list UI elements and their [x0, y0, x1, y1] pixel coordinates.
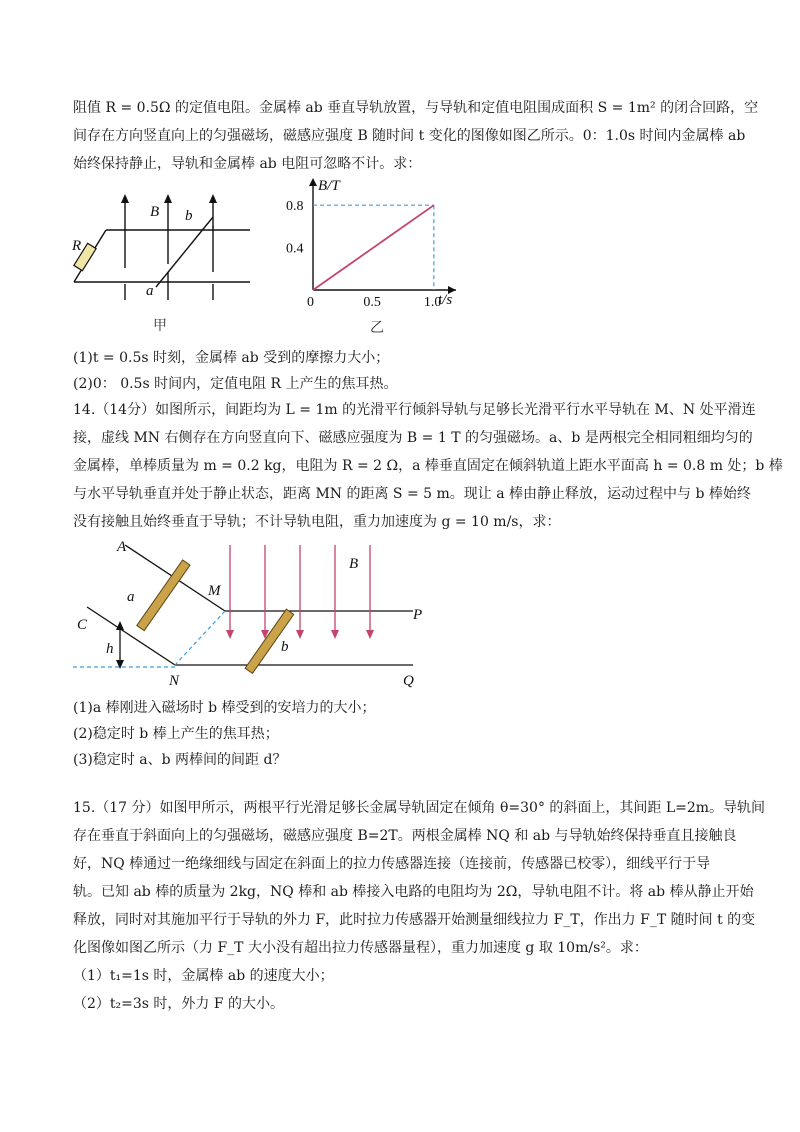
y-axis-label: B/T	[318, 178, 340, 194]
q14-text-line-2: 接，虚线 MN 右侧存在方向竖直向下、磁感应强度为 B = 1 T 的匀强磁场。a、b 是两根完全相同粗细均匀的	[73, 430, 753, 446]
q15-text-line-2: 存在垂直于斜面向上的匀强磁场，磁感应强度 B=2T。两根金属棒 NQ 和 ab 与导轨始终保持垂直且接触良	[73, 828, 737, 844]
x-axis-label: t/s	[438, 292, 453, 308]
q15-text-line-6: 化图像如图乙所示（力 F_T 大小没有超出拉力传感器量程），重力加速度 g 取 10m/s²。求：	[73, 940, 648, 956]
q13-question-1: (1)t = 0.5s 时刻，金属棒 ab 受到的摩擦力大小；	[73, 350, 390, 366]
label-point-p: P	[413, 607, 423, 623]
q14-question-1: (1)a 棒刚进入磁场时 b 棒受到的安培力的大小；	[73, 700, 376, 716]
series-line-0	[313, 205, 434, 290]
q14-question-3: (3)稳定时 a、b 两棒间的间距 d？	[73, 752, 287, 768]
q15-question-2: （2）t₂=3s 时，外力 F 的大小。	[73, 996, 285, 1012]
x-tick-0-5: 0.5	[363, 295, 381, 310]
q13-text-line-1: 阻值 R = 0.5Ω 的定值电阻。金属棒 ab 垂直导轨放置，与导轨和定值电阻围成面积 S = 1m² 的闭合回路，空	[73, 100, 759, 116]
label-rod-a: a	[127, 589, 135, 605]
label-b-field: B	[150, 204, 160, 220]
q14-text-line-3: 金属棒，单棒质量为 m = 0.2 kg，电阻为 R = 2 Ω，a 棒垂直固定在倾斜轨道上距水平面高 h = 0.8 m 处；b 棒	[73, 458, 783, 474]
q14-text-line-5: 没有接触且始终垂直于导轨；不计导轨电阻，重力加速度为 g = 10 m/s，求：	[73, 514, 561, 530]
label-point-q: Q	[403, 673, 414, 689]
label-point-c: C	[77, 617, 88, 633]
q14-text-line-1: 14.（14分）如图所示，间距均为 L = 1m 的光滑平行倾斜导轨与足够长光滑平行水平导轨在 M、N 处平滑连	[73, 402, 756, 418]
label-rod-b: b	[281, 639, 289, 655]
x-tick-1-0: 1.0	[423, 295, 442, 310]
b-t-chart	[278, 172, 468, 337]
label-b-end: b	[185, 208, 193, 224]
label-point-n: N	[169, 673, 180, 689]
caption-jia: 甲	[153, 318, 167, 334]
q15-text-line-5: 释放，同时对其施加平行于导轨的外力 F，此时拉力传感器开始测量细线拉力 F_T，作出力 F_T 随时间 t 的变	[73, 912, 756, 928]
x-tick-0: 0	[307, 295, 314, 310]
rails-figure	[65, 535, 435, 690]
caption-yi: 乙	[370, 320, 384, 336]
q13-text-line-2: 间存在方向竖直向上的匀强磁场，磁感应强度 B 随时间 t 变化的图像如图乙所示。0：1.0s 时间内金属棒 ab	[73, 128, 746, 144]
mn-boundary-line	[175, 611, 225, 665]
q15-question-1: （1）t₁=1s 时，金属棒 ab 的速度大小；	[73, 968, 334, 984]
label-point-m: M	[208, 583, 221, 599]
q13-text-line-3: 始终保持静止，导轨和金属棒 ab 电阻可忽略不计。求：	[73, 156, 422, 172]
y-tick-0-8: 0.8	[286, 199, 304, 215]
q15-text-line-1: 15.（17 分）如图甲所示，两根平行光滑足够长金属导轨固定在倾角 θ=30° 的斜面上，其间距 L=2m。导轨间	[73, 800, 766, 816]
q15-text-line-3: 好，NQ 棒通过一绝缘细线与固定在斜面上的拉力传感器连接（连接前，传感器已校零），细线平行于导	[73, 856, 711, 872]
label-point-a: A	[117, 539, 127, 555]
q14-question-2: (2)稳定时 b 棒上产生的焦耳热；	[73, 726, 279, 742]
circuit-figure-jia	[68, 192, 258, 342]
label-a-end: a	[146, 283, 154, 299]
q15-text-line-4: 轨。已知 ab 棒的质量为 2kg，NQ 棒和 ab 棒接入电路的电阻均为 2Ω，导轨电阻不计。将 ab 棒从静止开始	[73, 884, 754, 900]
q14-text-line-4: 与水平导轨垂直并处于静止状态，距离 MN 的距离 S = 5 m。现让 a 棒由静止释放，运动过程中与 b 棒始终	[73, 486, 751, 502]
q13-question-2: (2)0： 0.5s 时间内，定值电阻 R 上产生的焦耳热。	[73, 376, 398, 392]
label-field-b: B	[349, 556, 359, 572]
label-resistor: R	[72, 238, 82, 254]
label-height-h: h	[106, 641, 114, 657]
y-tick-0-4: 0.4	[286, 241, 304, 257]
